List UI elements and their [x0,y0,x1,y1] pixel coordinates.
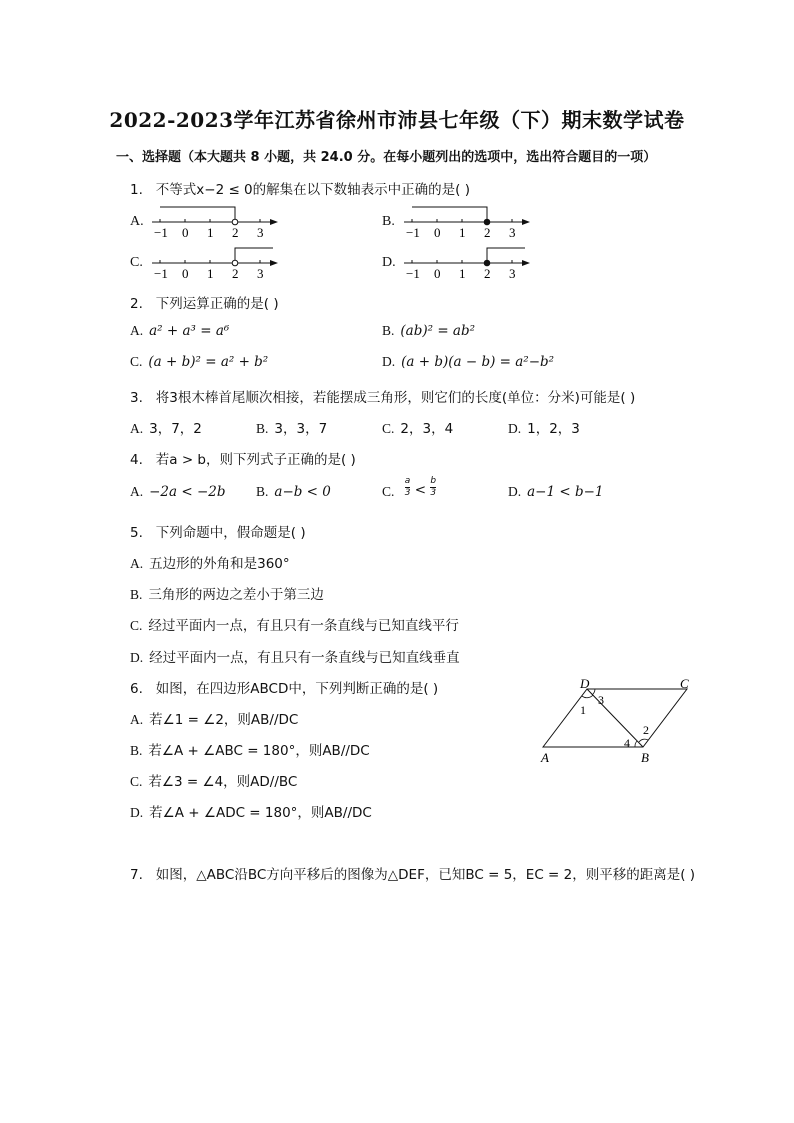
option-label: C. [130,255,143,270]
axis-arrow [270,260,278,266]
tick-label: 0 [182,225,189,240]
question-number: 6. [130,681,143,697]
closed-endpoint [484,260,490,266]
option-label: B. [382,323,395,338]
tick-label: 3 [257,266,264,281]
option-label: A. [130,421,144,436]
question-4 [130,448,356,468]
angle-1-arc [582,695,593,698]
option-b [256,484,331,500]
option-a [130,552,290,572]
number-line-d [400,245,535,283]
option-d [130,646,460,666]
option-text: 若∠A + ∠ABC = 180°，则AB//DC [148,743,370,759]
option-label: B. [130,587,143,602]
question-number: 5. [130,525,143,541]
option-b [130,739,370,759]
option-c [382,417,453,437]
option-d [130,801,372,821]
option-label: A. [130,712,144,727]
angle-label-4: 4 [624,736,630,750]
solution-ray [412,207,487,222]
option-text: 3，7，2 [149,421,202,437]
option-label: B. [256,484,269,499]
open-endpoint [232,219,238,225]
option-text: 2，3，4 [400,421,454,437]
section-heading: 一、选择题（本大题共 8 小题，共 24.0 分。在每小题列出的选项中，选出符合题目的一项） [116,150,657,165]
option-text: a−1 < b−1 [527,484,604,500]
option-text: 若∠3 = ∠4，则AD//BC [148,774,298,790]
question-5 [130,521,306,541]
option-text: 3，3，7 [274,421,328,437]
option-text: −2a < −2b [149,484,226,500]
tick-label: −1 [154,266,168,281]
axis-arrow [270,219,278,225]
question-text: 不等式x−2 ≤ 0的解集在以下数轴表示中正确的是( ) [155,182,470,198]
option-text: a−b < 0 [274,484,331,500]
option-text: 经过平面内一点，有且只有一条直线与已知直线垂直 [149,650,460,666]
option-text: 三角形的两边之差小于第三边 [148,587,324,603]
option-text: (ab)² = ab² [400,323,476,339]
question-3 [130,386,635,406]
option-text: 五边形的外角和是360° [149,556,290,572]
axis-arrow [522,260,530,266]
option-label: D. [508,484,522,499]
page-title: 2022-2023学年江苏省徐州市沛县七年级（下）期末数学试卷 [109,108,685,132]
solution-ray [235,248,273,263]
angle-label-3: 3 [598,693,604,707]
option-label: A. [130,556,144,571]
option-label: A. [130,323,144,338]
tick-label: 2 [232,225,239,240]
question-number: 7. [130,867,143,883]
question-text: 将3根木棒首尾顺次相接，若能摆成三角形，则它们的长度(单位：分米)可能是( ) [155,390,636,406]
option-label: D. [508,421,522,436]
tick-label: 0 [434,266,441,281]
option-d [508,484,604,500]
vertex-label-d: D [580,676,590,691]
diagonal-db [587,689,643,747]
vertex-label-a: A [541,750,549,765]
tick-label: 0 [434,225,441,240]
option-text: (a + b)(a − b) = a²−b² [401,354,555,370]
angle-4-arc [635,741,637,747]
number-line-b [400,204,535,242]
tick-label: 2 [484,225,491,240]
option-label: C. [382,421,395,436]
tick-label: 3 [509,266,516,281]
option-label: D. [382,255,396,270]
option-a [130,708,298,728]
tick-label: 3 [257,225,264,240]
question-number: 2. [130,296,143,312]
number-line-a [148,204,283,242]
tick-label: 2 [232,266,239,281]
option-d [508,417,580,437]
option-c [130,770,297,790]
fraction: $\frac{a}{3}$ [404,476,411,498]
solution-ray [160,207,235,222]
tick-label: −1 [406,225,420,240]
number-line-c [148,245,283,283]
question-2 [130,292,279,312]
relation-sign: < [414,482,427,498]
option-label: D. [130,650,144,665]
tick-label: 3 [509,225,516,240]
option-text: 经过平面内一点，有且只有一条直线与已知直线平行 [148,618,459,634]
option-label: B. [256,421,269,436]
question-6 [130,677,438,697]
option-c [130,354,268,370]
option-d [382,354,554,370]
option-label: C. [130,618,143,633]
question-text: 如图，△ABC沿BC方向平移后的图像为△DEF，已知BC = 5，EC = 2，则平移的距离是( ) [155,867,696,883]
tick-label: −1 [154,225,168,240]
option-text: 若∠A + ∠ADC = 180°，则AB//DC [149,805,372,821]
question-text: 下列运算正确的是( ) [155,296,279,312]
option-a [130,417,202,437]
option-label: A. [130,484,144,499]
option-text: (a + b)² = a² + b² [148,354,269,370]
vertex-label-c: C [680,676,689,691]
option-label: B. [130,743,143,758]
angle-label-1: 1 [580,703,586,717]
option-text: a² + a³ = a⁶ [149,323,230,339]
open-endpoint [232,260,238,266]
option-label: C. [382,484,395,499]
question-number: 4. [130,452,143,468]
question-number: 3. [130,390,143,406]
tick-label: 1 [207,266,214,281]
option-label: C. [130,774,143,789]
option-label: D. [382,354,396,369]
tick-label: 2 [484,266,491,281]
closed-endpoint [484,219,490,225]
fraction: $\frac{b}{3}$ [430,476,437,498]
question-7 [130,862,700,888]
option-b [382,323,475,339]
option-c [382,476,436,499]
tick-label: 1 [459,225,466,240]
tick-label: 0 [182,266,189,281]
option-text: 若∠1 = ∠2，则AB//DC [149,712,299,728]
option-label: A. [130,214,144,229]
tick-label: 1 [207,225,214,240]
option-b [130,583,324,603]
vertex-label-b: B [641,750,649,765]
question-1 [130,178,470,198]
quadrilateral-figure [535,674,700,769]
angle-label-2: 2 [643,723,649,737]
option-a [130,323,229,339]
option-c [130,614,459,634]
option-label: C. [130,354,143,369]
tick-label: −1 [406,266,420,281]
tick-label: 1 [459,266,466,281]
option-b [256,417,327,437]
option-text: 1，2，3 [527,421,580,437]
option-label: D. [130,805,144,820]
question-text: 下列命题中，假命题是( ) [155,525,306,541]
axis-arrow [522,219,530,225]
option-a [130,484,226,500]
option-label: B. [382,214,395,229]
question-text: 如图，在四边形ABCD中，下列判断正确的是( ) [155,681,439,697]
question-text: 若a > b，则下列式子正确的是( ) [155,452,356,468]
solution-ray [487,248,525,263]
angle-3-arc [592,689,595,695]
question-number: 1. [130,182,143,198]
